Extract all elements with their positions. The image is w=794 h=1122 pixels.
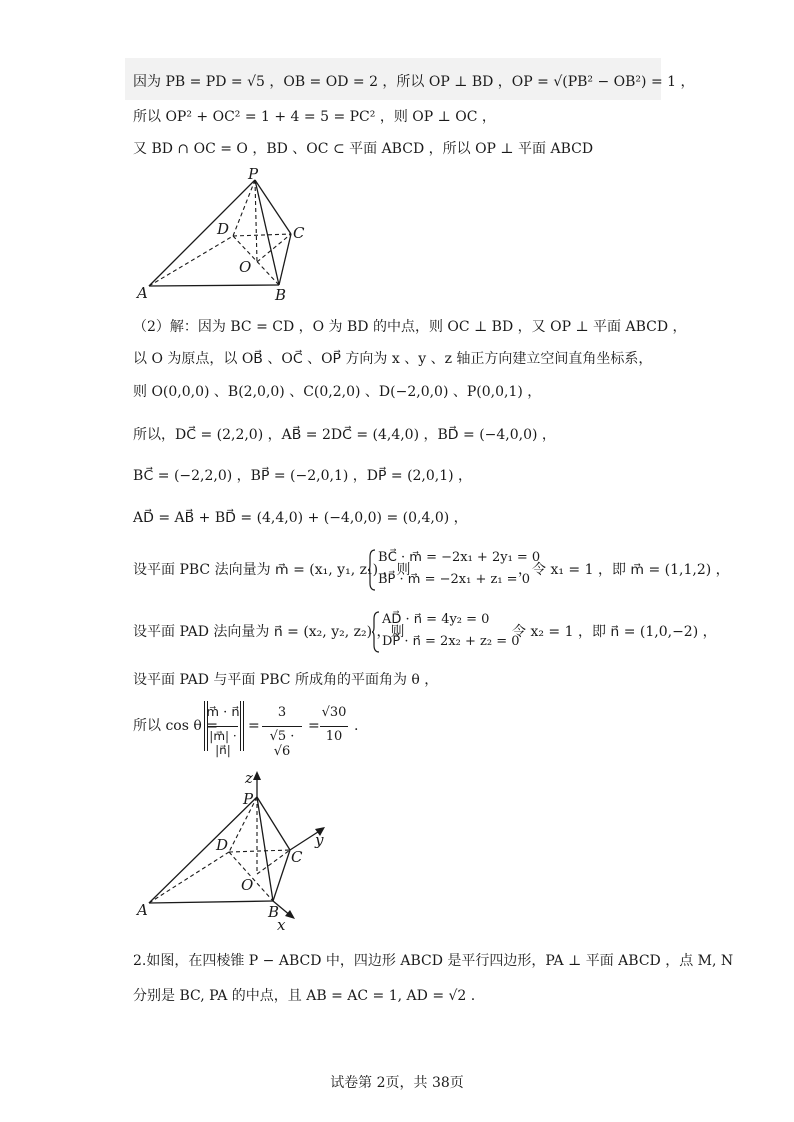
text-line-9: AD⃗ = AB⃗ + BD⃗ = (4,4,0) + (−4,0,0) = (0,4,0) ， xyxy=(133,510,468,526)
text-line-13a: 所以 cos θ = xyxy=(133,718,218,734)
fig2-label-B: B xyxy=(268,903,280,921)
fig2-label-z: z xyxy=(245,769,253,787)
fig2-label-D: D xyxy=(216,836,229,854)
text-line-6: 则 O(0,0,0) 、B(2,0,0) 、C(0,2,0) 、D(−2,0,0) 、P(0,0,1) ， xyxy=(133,384,542,400)
fraction-bar xyxy=(320,726,348,727)
equals-2: = xyxy=(308,718,320,734)
fig1-label-B: B xyxy=(275,286,287,304)
page-footer: 试卷第 2页，共 38页 xyxy=(330,1075,464,1091)
fig1-label-C: C xyxy=(293,224,305,242)
text-line-2: 所以 OP² + OC² = 1 + 4 = 5 = PC² ，则 OP ⊥ OC ， xyxy=(133,109,496,125)
period: . xyxy=(354,718,359,734)
fig1-label-P: P xyxy=(248,165,259,183)
fig2-label-C: C xyxy=(291,848,303,866)
brace-icon xyxy=(368,549,376,591)
text-line-10c: ，令 x₁ = 1 ，即 m⃗ = (1,1,2) ， xyxy=(518,562,730,578)
system-2-eq1: AD⃗ · n⃗ = 4y₂ = 0 xyxy=(382,612,490,627)
brace-icon xyxy=(372,611,380,653)
equals-1: = xyxy=(248,718,260,734)
text-line-8: BC⃗ = (−2,2,0) ，BP⃗ = (−2,0,1) ，DP⃗ = (2,0,1) ， xyxy=(133,468,473,484)
fig2-label-x: x xyxy=(277,916,286,934)
fig2-label-A: A xyxy=(137,901,148,919)
fraction-bar xyxy=(262,726,302,727)
text-line-5: 以 O 为原点，以 OB⃗ 、OC⃗ 、OP⃗ 方向为 x 、y 、z 轴正方向建立空间直角坐标系， xyxy=(133,351,653,367)
text-line-10a: 设平面 PBC 法向量为 m⃗ = (x₁, y₁, z₁) ，则 xyxy=(133,562,411,578)
system-1-eq1: BC⃗ · m⃗ = −2x₁ + 2y₁ = 0 xyxy=(378,550,541,565)
fig1-label-D: D xyxy=(217,220,230,238)
text-line-1: 因为 PB = PD = √5 ，OB = OD = 2 ，所以 OP ⊥ BD ，OP = √(PB² − OB²) = 1 ， xyxy=(133,74,695,90)
fraction3-denominator: 10 xyxy=(325,729,343,744)
text-line-12: 设平面 PAD 与平面 PBC 所成角的平面角为 θ ， xyxy=(133,672,439,688)
fraction2-numerator: 3 xyxy=(277,705,287,720)
fraction3-numerator: √30 xyxy=(321,705,347,720)
fig2-label-O: O xyxy=(241,876,254,894)
fraction2-denominator: √5 · √6 xyxy=(269,729,295,759)
text-line-11c: 令 x₂ = 1 ，即 n⃗ = (1,0,−2) ， xyxy=(512,624,717,640)
fig1-label-A: A xyxy=(137,284,148,302)
cos-numerator: m⃗ · n⃗ xyxy=(206,705,240,720)
fig1-label-O: O xyxy=(239,258,252,276)
pyramid-coordinate-figure-2 xyxy=(133,769,343,934)
pyramid-figure-1 xyxy=(133,165,363,304)
fig2-label-P: P xyxy=(243,790,254,808)
text-line-4: （2）解：因为 BC = CD ，O 为 BD 的中点，则 OC ⊥ BD ，又 OP ⊥ 平面 ABCD ， xyxy=(133,319,687,335)
problem-2-line-1: 2.如图，在四棱锥 P − ABCD 中，四边形 ABCD 是平行四边形，PA ⊥ 平面 ABCD ，点 M, N xyxy=(133,953,734,969)
system-2-eq2: DP⃗ · n⃗ = 2x₂ + z₂ = 0 xyxy=(382,634,520,649)
system-1-eq2: BP⃗ · m⃗ = −2x₁ + z₁ = 0 xyxy=(378,572,530,587)
fig2-label-y: y xyxy=(315,831,324,849)
text-line-3: 又 BD ∩ OC = O ，BD 、OC ⊂ 平面 ABCD ，所以 OP ⊥ 平面 ABCD xyxy=(133,141,594,157)
text-line-7: 所以，DC⃗ = (2,2,0) ，AB⃗ = 2DC⃗ = (4,4,0) ，BD⃗ = (−4,0,0) ， xyxy=(133,427,556,443)
cos-denominator: |m⃗| · |n⃗| xyxy=(209,729,237,757)
abs-bar-right xyxy=(240,701,244,751)
fraction-bar xyxy=(208,726,238,727)
problem-2-line-2: 分别是 BC, PA 的中点，且 AB = AC = 1, AD = √2 . xyxy=(133,988,476,1004)
text-line-11a: 设平面 PAD 法向量为 n⃗ = (x₂, y₂, z₂) ，则 xyxy=(133,624,405,640)
